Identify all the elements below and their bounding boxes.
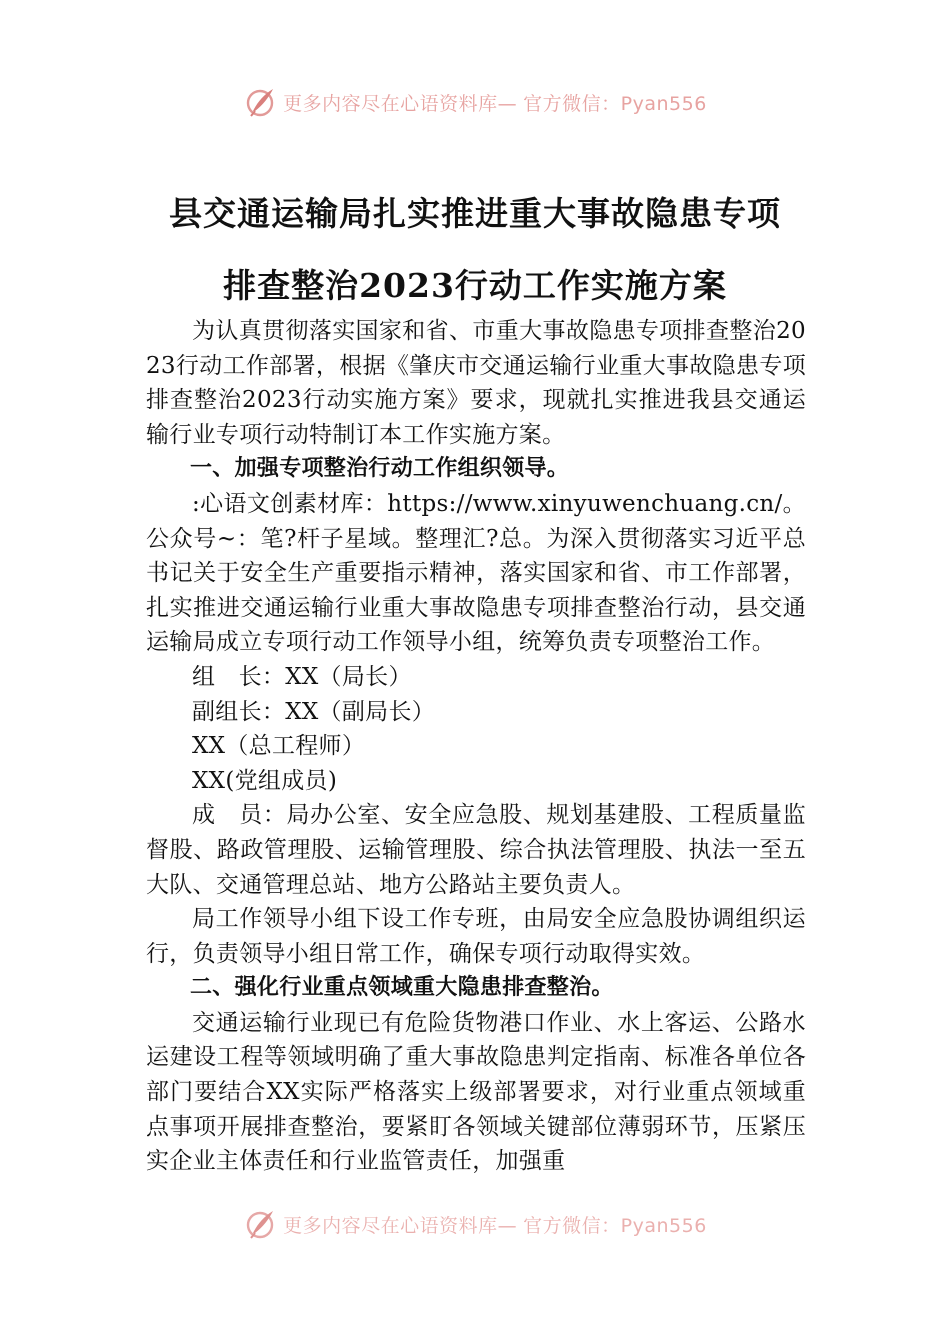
quill-logo-icon xyxy=(243,85,277,119)
deputy-line: 副组长：XX（副局长） xyxy=(192,698,436,725)
section-heading-1: 一、加强专项整治行动工作组织领导。 xyxy=(190,456,570,482)
watermark-wechat: 官方微信：Pyan556 xyxy=(523,92,707,115)
watermark-footer xyxy=(0,1204,950,1244)
members-paragraph: 成 员：局办公室、安全应急股、规划基建股、工程质量监督股、路政管理股、运输管理股、综合执法管理股、执法一至五大队、交通管理总站、地方公路站主要负责人。 xyxy=(146,802,806,898)
watermark-text: 更多内容尽在心语资料库— xyxy=(283,1214,518,1237)
paragraph-2: 局工作领导小组下设工作专班，由局安全应急股协调组织运行，负责领导小组日常工作，确保专项行动取得实效。 xyxy=(146,906,806,967)
watermark-header xyxy=(0,82,950,122)
section-heading-2: 二、强化行业重点领域重大隐患排查整治。 xyxy=(190,975,614,1001)
document-title-line-2: 排查整治2023行动工作实施方案 xyxy=(223,266,727,305)
document-title-line-1: 县交通运输局扎实推进重大事故隐患专项 xyxy=(169,194,781,233)
watermark-text: 更多内容尽在心语资料库— xyxy=(283,92,518,115)
paragraph-3: 交通运输行业现已有危险货物港口作业、水上客运、公路水运建设工程等领域明确了重大事故隐患判定指南、标准各单位各部门要结合XX实际严格落实上级部署要求，对行业重点领域重点事项开展排查整治，要紧盯各领域关键部位薄弱环节，压紧压实企业主体责任和行业监管责任，加强重 xyxy=(146,1009,806,1175)
engineer-line: XX（总工程师） xyxy=(192,733,366,760)
leader-line: 组 长：XX（局长） xyxy=(192,663,412,690)
party-member-line: XX(党组成员) xyxy=(192,767,338,794)
quill-logo-icon xyxy=(243,1207,277,1241)
watermark-wechat: 官方微信：Pyan556 xyxy=(523,1214,707,1237)
document-body xyxy=(146,314,806,1179)
paragraph-1: :心语文创素材库：https://www.xinyuwenchuang.cn/。公众号~：笔?杆子星域。整理汇?总。为深入贯彻落实习近平总书记关于安全生产重要指示精神，落实国家和省、市工作部署，扎实推进交通运输行业重大事故隐患专项排查整治行动，县交通运输局成立专项行动工作领导小组，统筹负责专项整治工作。 xyxy=(146,490,806,656)
intro-paragraph: 为认真贯彻落实国家和省、市重大事故隐患专项排查整治2023行动工作部署，根据《肇庆市交通运输行业重大事故隐患专项排查整治2023行动实施方案》要求，现就扎实推进我县交通运输行业专项行动特制订本工作实施方案。 xyxy=(146,318,806,448)
